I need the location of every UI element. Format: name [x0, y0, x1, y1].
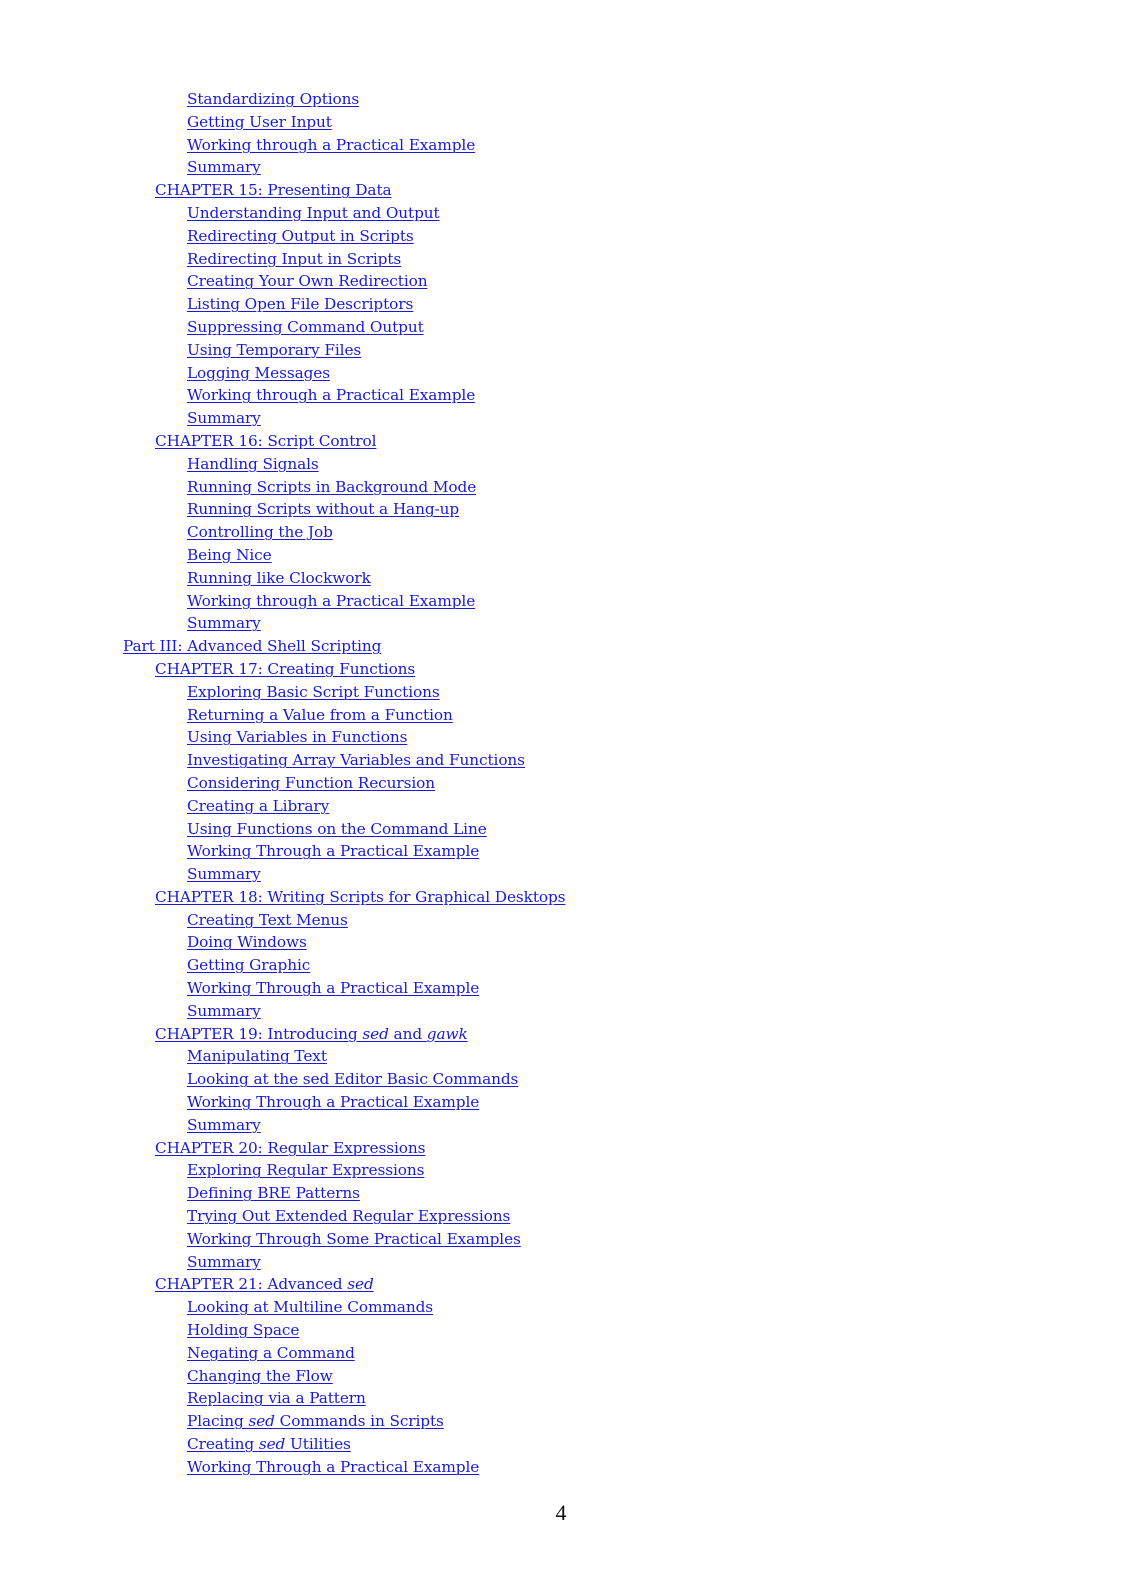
toc-section-link[interactable]	[187, 1070, 518, 1088]
toc-section-entry	[0, 1159, 1122, 1182]
toc-section-link[interactable]	[187, 364, 330, 382]
toc-link-text: CHAPTER 20: Regular Expressions	[155, 1138, 426, 1157]
toc-link-italic-text: sed	[362, 1024, 389, 1043]
toc-section-entry	[0, 248, 1122, 271]
toc-section-link[interactable]	[187, 751, 525, 769]
toc-link-italic-text: sed	[248, 1412, 275, 1431]
toc-section-link[interactable]	[187, 1116, 261, 1134]
toc-section-entry	[0, 1387, 1122, 1410]
toc-link-text: Summary	[187, 1115, 261, 1134]
toc-section-link[interactable]	[187, 1184, 360, 1202]
toc-link-text: Working Through a Practical Example	[187, 1093, 480, 1112]
toc-link-text: Working Through a Practical Example	[187, 1457, 480, 1476]
toc-section-link[interactable]	[187, 1093, 479, 1111]
toc-section-entry	[0, 1296, 1122, 1319]
toc-section-link[interactable]	[187, 1253, 261, 1271]
toc-section-link[interactable]	[187, 318, 424, 336]
toc-link-text: Working through a Practical Example	[187, 386, 476, 405]
toc-section-entry	[0, 977, 1122, 1000]
toc-section-link[interactable]	[187, 1230, 521, 1248]
toc-section-entry	[0, 1410, 1122, 1433]
toc-section-link[interactable]	[187, 728, 407, 746]
toc-link-text: Creating	[187, 1435, 259, 1454]
toc-section-link[interactable]	[187, 478, 476, 496]
toc-link-text: CHAPTER 18: Writing Scripts for Graphical Desktops	[155, 887, 566, 906]
toc-link-text: Looking at Multiline Commands	[187, 1298, 434, 1317]
toc-section-link[interactable]	[187, 523, 333, 541]
toc-link-text: Trying Out Extended Regular Expressions	[187, 1207, 511, 1226]
toc-section-entry	[0, 772, 1122, 795]
toc-link-text: Utilities	[285, 1435, 351, 1454]
toc-link-text: CHAPTER 15: Presenting Data	[155, 181, 392, 200]
toc-section-entry	[0, 840, 1122, 863]
toc-link-text: Working through a Practical Example	[187, 135, 476, 154]
toc-section-link[interactable]	[187, 250, 401, 268]
toc-section-entry	[0, 1228, 1122, 1251]
toc-chapter-link[interactable]	[155, 1025, 468, 1043]
toc-section-link[interactable]	[187, 569, 371, 587]
toc-link-text: Summary	[187, 409, 261, 428]
toc-chapter-entry	[0, 1137, 1122, 1160]
toc-section-entry	[0, 134, 1122, 157]
toc-section-entry	[0, 111, 1122, 134]
toc-link-text: Getting User Input	[187, 112, 332, 131]
toc-link-text: Negating a Command	[187, 1343, 355, 1362]
toc-link-text: Considering Function Recursion	[187, 773, 436, 792]
toc-link-text: Commands in Scripts	[274, 1412, 444, 1431]
toc-link-text: CHAPTER 19: Introducing	[155, 1024, 363, 1043]
toc-section-link[interactable]	[187, 90, 359, 108]
toc-section-entry	[0, 1365, 1122, 1388]
toc-link-italic-text: sed	[258, 1435, 286, 1454]
toc-section-link[interactable]	[187, 500, 459, 518]
toc-chapter-link[interactable]	[155, 660, 415, 678]
toc-section-entry	[0, 407, 1122, 430]
toc-section-entry	[0, 567, 1122, 590]
toc-section-link[interactable]	[187, 774, 435, 792]
toc-section-link[interactable]	[187, 979, 479, 997]
toc-section-link[interactable]	[187, 272, 427, 290]
toc-link-text: Getting Graphic	[187, 956, 311, 975]
toc-link-italic-text: sed	[347, 1275, 374, 1294]
toc-link-text: Returning a Value from a Function	[187, 705, 453, 724]
toc-link-text: Placing	[187, 1412, 249, 1431]
toc-section-entry	[0, 453, 1122, 476]
toc-section-link[interactable]	[187, 1161, 424, 1179]
toc-section-link[interactable]	[187, 865, 261, 883]
toc-section-link[interactable]	[187, 1344, 355, 1362]
toc-section-entry	[0, 1182, 1122, 1205]
toc-section-entry	[0, 1045, 1122, 1068]
toc-section-link[interactable]	[187, 546, 272, 564]
toc-part-link[interactable]	[123, 637, 381, 655]
toc-chapter-link[interactable]	[155, 888, 565, 906]
toc-section-link[interactable]	[187, 227, 414, 245]
toc-section-entry	[0, 863, 1122, 886]
toc-link-text: Listing Open File Descriptors	[187, 295, 414, 314]
toc-section-link[interactable]	[187, 1321, 299, 1339]
toc-link-text: Creating Your Own Redirection	[187, 272, 428, 291]
toc-link-text: Suppressing Command Output	[187, 317, 424, 336]
toc-section-link[interactable]	[187, 295, 413, 313]
toc-section-entry	[0, 1114, 1122, 1137]
toc-section-link[interactable]	[187, 1412, 444, 1430]
toc-link-text: CHAPTER 21: Advanced	[155, 1275, 348, 1294]
toc-section-link[interactable]	[187, 1367, 333, 1385]
toc-part-entry	[0, 635, 1122, 658]
toc-section-link[interactable]	[187, 592, 475, 610]
toc-link-text: Using Functions on the Command Line	[187, 819, 487, 838]
toc-section-entry	[0, 931, 1122, 954]
toc-section-link[interactable]	[187, 1298, 433, 1316]
toc-link-text: Defining BRE Patterns	[187, 1184, 360, 1203]
toc-section-entry	[0, 1433, 1122, 1456]
toc-link-text: Summary	[187, 158, 261, 177]
toc-section-entry	[0, 476, 1122, 499]
toc-section-link[interactable]	[187, 113, 332, 131]
toc-link-text: Running Scripts in Background Mode	[187, 477, 477, 496]
toc-link-text: Redirecting Output in Scripts	[187, 226, 414, 245]
toc-link-text: Replacing via a Pattern	[187, 1389, 366, 1408]
toc-link-text: Being Nice	[187, 545, 272, 564]
toc-section-link[interactable]	[187, 341, 361, 359]
toc-link-text: Looking at the sed Editor Basic Commands	[187, 1070, 519, 1089]
toc-section-link[interactable]	[187, 706, 453, 724]
toc-chapter-entry	[0, 886, 1122, 909]
toc-section-entry	[0, 1205, 1122, 1228]
toc-section-entry	[0, 88, 1122, 111]
toc-section-entry	[0, 339, 1122, 362]
toc-section-entry	[0, 704, 1122, 727]
toc-chapter-link[interactable]	[155, 181, 392, 199]
toc-section-entry	[0, 316, 1122, 339]
toc-link-text: CHAPTER 16: Script Control	[155, 431, 377, 450]
toc-section-link[interactable]	[187, 1047, 327, 1065]
toc-section-link[interactable]	[187, 797, 329, 815]
toc-section-link[interactable]	[187, 842, 479, 860]
toc-link-text: Summary	[187, 1001, 261, 1020]
toc-link-text: Exploring Regular Expressions	[187, 1161, 425, 1180]
toc-link-text: Summary	[187, 1252, 261, 1271]
toc-section-entry	[0, 521, 1122, 544]
toc-section-entry	[0, 795, 1122, 818]
toc-section-link[interactable]	[187, 409, 261, 427]
toc-section-link[interactable]	[187, 683, 440, 701]
toc-chapter-link[interactable]	[155, 1275, 374, 1293]
toc-link-italic-text: gawk	[426, 1024, 468, 1043]
toc-link-text: Handling Signals	[187, 454, 319, 473]
toc-link-text: Manipulating Text	[187, 1047, 327, 1066]
toc-section-entry	[0, 498, 1122, 521]
toc-section-link[interactable]	[187, 1435, 351, 1453]
toc-section-link[interactable]	[187, 1207, 510, 1225]
toc-link-text: Controlling the Job	[187, 523, 333, 542]
toc-link-text: Part III: Advanced Shell Scripting	[123, 637, 382, 656]
toc-link-text: and	[388, 1024, 427, 1043]
toc-section-link[interactable]	[187, 911, 348, 929]
toc-section-link[interactable]	[187, 386, 475, 404]
toc-link-text: Working through a Practical Example	[187, 591, 476, 610]
toc-section-link[interactable]	[187, 956, 310, 974]
toc-link-text: Holding Space	[187, 1321, 300, 1340]
toc-section-entry	[0, 1091, 1122, 1114]
toc-section-entry	[0, 544, 1122, 567]
toc-section-link[interactable]	[187, 820, 487, 838]
toc-section-link[interactable]	[187, 1002, 261, 1020]
toc-link-text: Changing the Flow	[187, 1366, 333, 1385]
toc-link-text: Working Through Some Practical Examples	[187, 1229, 521, 1248]
toc-link-text: Using Temporary Files	[187, 340, 362, 359]
toc-section-entry	[0, 1319, 1122, 1342]
toc-section-entry	[0, 954, 1122, 977]
toc-section-link[interactable]	[187, 933, 307, 951]
toc-link-text: Understanding Input and Output	[187, 203, 440, 222]
toc-chapter-entry	[0, 658, 1122, 681]
toc-link-text: Standardizing Options	[187, 90, 360, 108]
toc-section-link[interactable]	[187, 455, 319, 473]
toc-section-entry	[0, 1456, 1122, 1479]
toc-section-entry	[0, 362, 1122, 385]
toc-section-link[interactable]	[187, 136, 475, 154]
toc-section-entry	[0, 156, 1122, 179]
toc-section-entry	[0, 726, 1122, 749]
page-number: 4	[555, 1500, 567, 1525]
toc-chapter-link[interactable]	[155, 432, 376, 450]
toc-section-link[interactable]	[187, 158, 261, 176]
toc-chapter-entry	[0, 1273, 1122, 1296]
toc-section-entry	[0, 1342, 1122, 1365]
toc-link-text: Redirecting Input in Scripts	[187, 249, 402, 268]
toc-link-text: Logging Messages	[187, 363, 330, 382]
toc-section-entry	[0, 202, 1122, 225]
toc-link-text: Creating Text Menus	[187, 910, 348, 929]
toc-section-entry	[0, 818, 1122, 841]
toc-section-entry	[0, 612, 1122, 635]
toc-chapter-link[interactable]	[155, 1139, 425, 1157]
toc-link-text: Working Through a Practical Example	[187, 979, 480, 998]
toc-link-text: Summary	[187, 614, 261, 633]
toc-link-text: Investigating Array Variables and Functions	[187, 751, 525, 770]
toc-link-text: Running Scripts without a Hang-up	[187, 500, 460, 519]
toc-section-entry	[0, 749, 1122, 772]
toc-chapter-entry	[0, 1023, 1122, 1046]
toc-section-link[interactable]	[187, 204, 440, 222]
toc-chapter-entry	[0, 179, 1122, 202]
toc-section-entry	[0, 225, 1122, 248]
toc-chapter-entry	[0, 430, 1122, 453]
toc-link-text: Summary	[187, 865, 261, 884]
toc-section-entry	[0, 1068, 1122, 1091]
toc-link-text: CHAPTER 17: Creating Functions	[155, 659, 416, 678]
toc-link-text: Using Variables in Functions	[187, 728, 408, 747]
toc-section-link[interactable]	[187, 614, 261, 632]
toc-section-entry	[0, 681, 1122, 704]
toc-section-link[interactable]	[187, 1458, 479, 1476]
toc-link-text: Creating a Library	[187, 796, 330, 815]
toc-section-entry	[0, 1251, 1122, 1274]
table-of-contents	[0, 88, 1122, 1479]
toc-link-text: Exploring Basic Script Functions	[187, 682, 440, 701]
toc-link-text: Working Through a Practical Example	[187, 842, 480, 861]
toc-section-entry	[0, 270, 1122, 293]
toc-section-entry	[0, 590, 1122, 613]
toc-section-entry	[0, 909, 1122, 932]
toc-section-link[interactable]	[187, 1389, 366, 1407]
toc-link-text: Doing Windows	[187, 933, 307, 952]
toc-section-entry	[0, 1000, 1122, 1023]
toc-section-entry	[0, 293, 1122, 316]
toc-section-entry	[0, 384, 1122, 407]
toc-link-text: Running like Clockwork	[187, 568, 371, 587]
